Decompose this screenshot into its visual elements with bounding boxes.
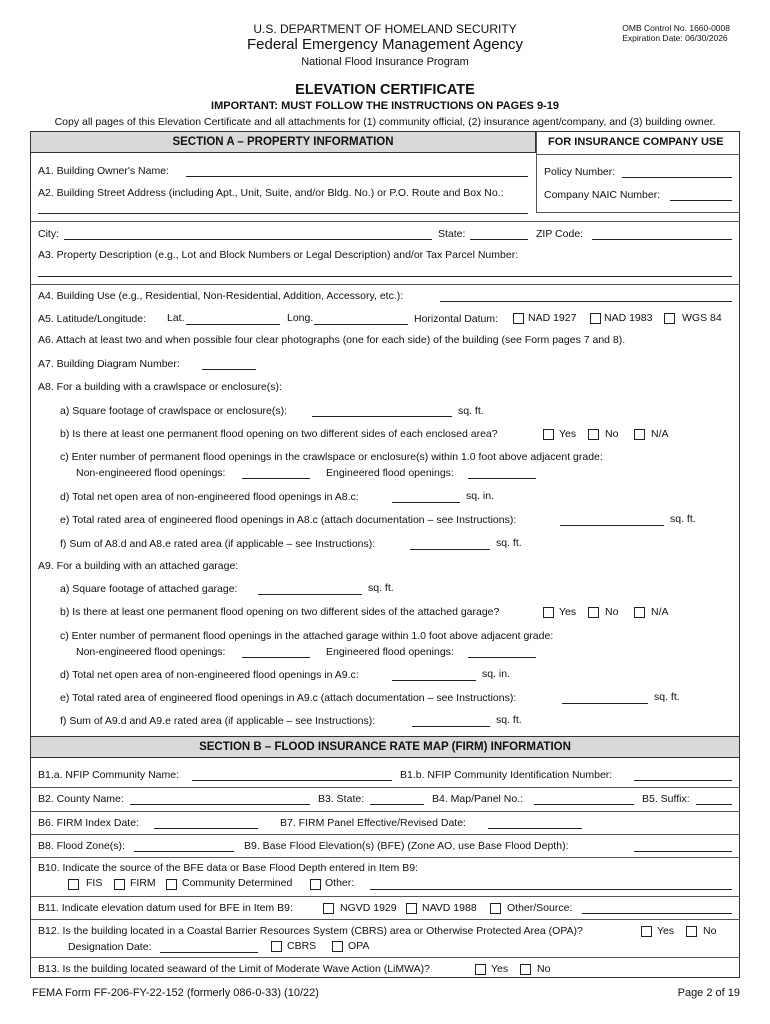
b11-ngvd-checkbox[interactable]: [323, 903, 334, 914]
a8-label: A8. For a building with a crawlspace or enclosure(s):: [38, 381, 282, 393]
program-name: National Flood Insurance Program: [301, 56, 469, 68]
a9a-field[interactable]: [258, 594, 362, 595]
state-label: State:: [438, 228, 466, 240]
a2-label: A2. Building Street Address (including Apt., Unit, Suite, and/or Bldg. No.) or P.O. Route and Box No.:: [38, 187, 504, 199]
a5-label: A5. Latitude/Longitude:: [38, 313, 147, 325]
a9c-eng-field[interactable]: [468, 657, 536, 658]
b11-ngvd-label: NGVD 1929: [340, 902, 397, 914]
agency-name: Federal Emergency Management Agency: [247, 36, 523, 53]
b12-yes-label: Yes: [657, 925, 675, 937]
omb-info: [622, 23, 730, 43]
wgs84-checkbox[interactable]: [664, 313, 675, 324]
a8b-no-label: No: [605, 428, 619, 440]
divider-b7: [30, 834, 740, 835]
b2-field[interactable]: [130, 804, 310, 805]
a8f-label: f) Sum of A8.d and A8.e rated area (if applicable – see Instructions):: [60, 538, 376, 550]
a8b-label: b) Is there at least one permanent flood opening on two different sides of each enclosed area?: [60, 428, 498, 440]
a9b-yes-label: Yes: [559, 606, 577, 618]
b7-field[interactable]: [488, 828, 582, 829]
a8b-no-checkbox[interactable]: [588, 429, 599, 440]
a9b-label: b) Is there at least one permanent flood opening on two different sides of the attached garage?: [60, 606, 500, 618]
section-b-header: [30, 736, 740, 758]
b13-yes-checkbox[interactable]: [475, 964, 486, 975]
divider-b1: [30, 787, 740, 788]
b6-field[interactable]: [154, 828, 258, 829]
policy-number-label: Policy Number:: [544, 166, 616, 178]
b10-other-label: Other:: [325, 877, 355, 889]
a9b-no-checkbox[interactable]: [588, 607, 599, 618]
a8d-label: d) Total net open area of non-engineered flood openings in A8.c:: [60, 491, 359, 503]
city-label: City:: [38, 228, 59, 240]
a9b-yes-checkbox[interactable]: [543, 607, 554, 618]
zip-field[interactable]: [592, 239, 732, 240]
b10-other-checkbox[interactable]: [310, 879, 321, 890]
b10-firm-label: FIRM: [130, 877, 156, 889]
b2-label: B2. County Name:: [38, 793, 124, 805]
a9c-non-eng-field[interactable]: [242, 657, 310, 658]
nad1983-label: NAD 1983: [604, 312, 653, 324]
b10-other-field[interactable]: [370, 889, 732, 890]
page-number: Page 2 of 19: [677, 987, 740, 999]
b11-label: B11. Indicate elevation datum used for BFE in Item B9:: [38, 902, 293, 914]
a8c-non-eng-field[interactable]: [242, 478, 310, 479]
b12-designation-label: Designation Date:: [68, 941, 152, 953]
a8c-label: c) Enter number of permanent flood openings in the crawlspace or enclosure(s) within 1.0 foot above adjacent grade:: [60, 451, 603, 463]
a8b-na-checkbox[interactable]: [634, 429, 645, 440]
a8d-unit: sq. in.: [466, 490, 495, 502]
b1b-label: B1.b. NFIP Community Identification Number:: [400, 769, 613, 781]
a8c-eng-label: Engineered flood openings:: [326, 467, 454, 479]
a9f-unit: sq. ft.: [496, 714, 522, 726]
divider-a3: [30, 284, 740, 285]
section-a-title: SECTION A – PROPERTY INFORMATION: [172, 136, 394, 148]
a4-field[interactable]: [440, 301, 732, 302]
a9d-field[interactable]: [392, 680, 476, 681]
b13-label: B13. Is the building located seaward of the Limit of Moderate Wave Action (LiMWA)?: [38, 963, 430, 975]
insurance-box-bottom: [536, 212, 740, 213]
b9-label: B9. Base Flood Elevation(s) (BFE) (Zone AO, use Base Flood Depth):: [244, 840, 569, 852]
b11-other-label: Other/Source:: [507, 902, 573, 914]
insurance-box-divider: [536, 154, 740, 155]
b9-field[interactable]: [634, 851, 732, 852]
form-header: [0, 20, 770, 72]
a3-field[interactable]: [38, 276, 732, 277]
a8a-unit: sq. ft.: [458, 405, 484, 417]
frame-bottom: [30, 977, 740, 978]
wgs84-label: WGS 84: [682, 312, 722, 324]
expiration-date: Expiration Date: 06/30/2026: [622, 33, 728, 43]
a1-label: A1. Building Owner's Name:: [38, 165, 169, 177]
a8e-unit: sq. ft.: [670, 513, 696, 525]
b12-no-checkbox[interactable]: [686, 926, 697, 937]
long-label: Long.: [287, 312, 314, 324]
a9-label: A9. For a building with an attached garage:: [38, 560, 239, 572]
b7-label: B7. FIRM Panel Effective/Revised Date:: [280, 817, 466, 829]
b8-field[interactable]: [134, 851, 234, 852]
b4-label: B4. Map/Panel No.:: [432, 793, 524, 805]
a8c-non-eng-label: Non-engineered flood openings:: [76, 467, 226, 479]
naic-label: Company NAIC Number:: [544, 189, 661, 201]
a9c-non-eng-label: Non-engineered flood openings:: [76, 646, 226, 658]
nad1927-checkbox[interactable]: [513, 313, 524, 324]
copy-note: Copy all pages of this Elevation Certificate and all attachments for (1) community official, (2) insurance agent/company, and (3) building owner.: [54, 116, 716, 128]
a9c-label: c) Enter number of permanent flood openings in the attached garage within 1.0 foot above adjacent grade:: [60, 630, 554, 642]
a8e-field[interactable]: [560, 525, 664, 526]
b11-navd-label: NAVD 1988: [422, 902, 477, 914]
b10-label: B10. Indicate the source of the BFE data or Base Flood Depth entered in Item B9:: [38, 862, 418, 874]
b13-no-checkbox[interactable]: [520, 964, 531, 975]
state-field[interactable]: [470, 239, 528, 240]
insurance-use-title: FOR INSURANCE COMPANY USE: [548, 136, 724, 148]
a8b-na-label: N/A: [651, 428, 669, 440]
a8b-yes-checkbox[interactable]: [543, 429, 554, 440]
b10-fis-checkbox[interactable]: [68, 879, 79, 890]
section-b-title: SECTION B – FLOOD INSURANCE RATE MAP (FIRM) INFORMATION: [199, 741, 571, 753]
b12-yes-checkbox[interactable]: [641, 926, 652, 937]
a8a-field[interactable]: [312, 416, 452, 417]
a6-label: A6. Attach at least two and when possible four clear photographs (one for each side) of the building (see Form pages 7 and 8).: [38, 334, 626, 346]
a8b-yes-label: Yes: [559, 428, 577, 440]
b5-field[interactable]: [696, 804, 732, 805]
lat-field[interactable]: [186, 324, 280, 325]
a9c-eng-label: Engineered flood openings:: [326, 646, 454, 658]
a8f-field[interactable]: [410, 549, 490, 550]
a7-label: A7. Building Diagram Number:: [38, 358, 180, 370]
b10-community-label: Community Determined: [182, 877, 293, 889]
a9e-label: e) Total rated area of engineered flood openings in A9.c (attach documentation – see Instructions):: [60, 692, 517, 704]
b3-field[interactable]: [370, 804, 424, 805]
a8f-unit: sq. ft.: [496, 537, 522, 549]
a7-field[interactable]: [202, 369, 256, 370]
divider-b5: [30, 811, 740, 812]
b12-cbrs-checkbox[interactable]: [271, 941, 282, 952]
a9b-na-checkbox[interactable]: [634, 607, 645, 618]
lat-label: Lat.: [167, 312, 185, 324]
a9b-na-label: N/A: [651, 606, 669, 618]
divider-b12: [30, 957, 740, 958]
omb-control: OMB Control No. 1660-0008: [622, 23, 730, 33]
b12-opa-label: OPA: [348, 940, 370, 952]
b12-opa-checkbox[interactable]: [332, 941, 343, 952]
a9a-label: a) Square footage of attached garage:: [60, 583, 238, 595]
b12-no-label: No: [703, 925, 717, 937]
a8e-label: e) Total rated area of engineered flood openings in A8.c (attach documentation – see Instructions):: [60, 514, 517, 526]
b10-fis-label: FIS: [86, 877, 103, 889]
b11-other-checkbox[interactable]: [490, 903, 501, 914]
form-number: FEMA Form FF-206-FY-22-152 (formerly 086-0-33) (10/22): [32, 987, 319, 999]
important-note: IMPORTANT: MUST FOLLOW THE INSTRUCTIONS ON PAGES 9-19: [211, 100, 559, 112]
a9e-unit: sq. ft.: [654, 691, 680, 703]
b13-no-label: No: [537, 963, 551, 975]
section-a-header: [30, 131, 536, 153]
a4-label: A4. Building Use (e.g., Residential, Non-Residential, Addition, Accessory, etc.):: [38, 290, 404, 302]
divider-b11: [30, 919, 740, 920]
a9f-field[interactable]: [412, 726, 490, 727]
policy-number-field[interactable]: [622, 177, 732, 178]
a8c-eng-field[interactable]: [468, 478, 536, 479]
a9f-label: f) Sum of A9.d and A9.e rated area (if applicable – see Instructions):: [60, 715, 376, 727]
b8-label: B8. Flood Zone(s):: [38, 840, 125, 852]
b1a-label: B1.a. NFIP Community Name:: [38, 769, 180, 781]
b13-yes-label: Yes: [491, 963, 509, 975]
b12-cbrs-label: CBRS: [287, 940, 317, 952]
b5-label: B5. Suffix:: [642, 793, 690, 805]
zip-label: ZIP Code:: [536, 228, 584, 240]
city-field[interactable]: [64, 239, 432, 240]
b11-other-field[interactable]: [582, 913, 732, 914]
b10-firm-checkbox[interactable]: [114, 879, 125, 890]
naic-field[interactable]: [670, 200, 732, 201]
nad1983-checkbox[interactable]: [590, 313, 601, 324]
divider-a2: [30, 221, 740, 222]
b6-label: B6. FIRM Index Date:: [38, 817, 139, 829]
a9d-unit: sq. in.: [482, 668, 511, 680]
b10-community-checkbox[interactable]: [166, 879, 177, 890]
b1b-field[interactable]: [634, 780, 732, 781]
long-field[interactable]: [314, 324, 408, 325]
b4-field[interactable]: [534, 804, 634, 805]
datum-label: Horizontal Datum:: [414, 313, 499, 325]
a9b-no-label: No: [605, 606, 619, 618]
b12-label: B12. Is the building located in a Coastal Barrier Resources System (CBRS) area or Otherwise Protected Area (OPA)?: [38, 925, 583, 937]
a9a-unit: sq. ft.: [368, 582, 394, 594]
a9d-label: d) Total net open area of non-engineered flood openings in A9.c:: [60, 669, 359, 681]
a2-address-field[interactable]: [38, 213, 528, 214]
a8d-field[interactable]: [392, 502, 460, 503]
b3-label: B3. State:: [318, 793, 365, 805]
a9e-field[interactable]: [562, 703, 648, 704]
b1a-field[interactable]: [192, 780, 392, 781]
divider-b9: [30, 857, 740, 858]
form-title: ELEVATION CERTIFICATE: [295, 82, 475, 98]
divider-b10: [30, 896, 740, 897]
a1-owner-field[interactable]: [186, 176, 528, 177]
nad1927-label: NAD 1927: [528, 312, 577, 324]
a8a-label: a) Square footage of crawlspace or enclosure(s):: [60, 405, 288, 417]
b12-designation-field[interactable]: [160, 952, 258, 953]
b11-navd-checkbox[interactable]: [406, 903, 417, 914]
insurance-box-left: [536, 131, 537, 213]
department-name: U.S. DEPARTMENT OF HOMELAND SECURITY: [253, 22, 517, 36]
a3-label: A3. Property Description (e.g., Lot and Block Numbers or Legal Description) and/or Tax Parcel Number:: [38, 249, 519, 261]
